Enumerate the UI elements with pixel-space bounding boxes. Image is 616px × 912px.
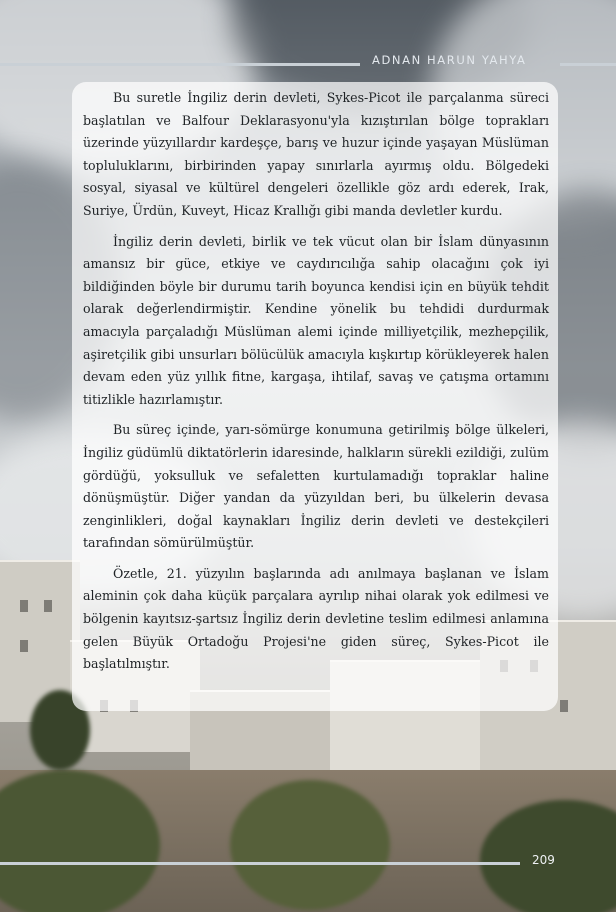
body-text [83,87,549,684]
window [20,600,28,612]
window [20,640,28,652]
page-number: 209 [532,853,555,867]
paragraph: İngiliz derin devleti, birlik ve tek vücut olan bir İslam dünyasının amansız bir güce, etkiye ve caydırıcılığa sahip olacağını çok iyi bildiğinden böyle bir durumu tarih boyunca kendisi için en büyük tehdit olarak değerlendirmiştir. Kendine yönelik bu tehdidi durdurmak amacıyla parçaladığı Müslüman alemi içinde milliyetçilik, mezhepçilik, aşiretçilik gibi unsurları bölücülük amacıyla kışkırtıp körükleyerek halen devam eden yüz yıllık fitne, kargaşa, ihtilaf, savaş ve çatışma ortamını titizlikle hazırlamıştır. [83,233,549,407]
footer-rule [0,862,520,865]
header-rule-left [0,63,360,66]
paragraph: Bu süreç içinde, yarı-sömürge konumuna getirilmiş bölge ülkeleri, İngiliz güdümlü diktatörlerin idaresinde, halkların sürekli ezildiği, zulüm gördüğü, yoksulluk ve sefaletten kurtulamadığı topraklar haline dönüşmüştür. Diğer yandan da yüzyıldan beri, bu ülkelerin devasa zenginlikleri, doğal kaynakları İngiliz derin devleti ve destekçileri tarafından sömürülmüştür. [83,422,549,551]
running-head: ADNAN HARUN YAHYA [372,53,527,67]
paragraph: Özetle, 21. yüzyılın başlarında adı anılmaya başlanan ve İslam aleminin çok daha küçük parçalara ayrılıp nihai olarak yok edilmesi ve bölgenin kayıtsız-şartsız İngiliz derin devletine teslim edilmesi anlamına gelen Büyük Ortadoğu Projesi'ne giden süreç, Sykes-Picot ile başlatılmıştır. [83,565,549,672]
tree [230,780,390,910]
window [560,700,568,712]
window [44,600,52,612]
paragraph: Bu suretle İngiliz derin devleti, Sykes-Picot ile parçalanma süreci başlatılan ve Balfour Deklarasyonu'yla kızıştırılan bölge toprakları üzerinde yüzyıllardır kardeşçe, barış ve huzur içinde yaşayan Müslüman topluluklarını, birbirinden yapay sınırlarla ayırmış oldu. Bölgedeki sosyal, siyasal ve kültürel dengeleri özellikle göz ardı ederek, Irak, Suriye, Ürdün, Kuveyt, Hicaz Krallığı gibi manda devletler kurdu. [83,90,549,218]
header-rule-right [560,63,616,66]
